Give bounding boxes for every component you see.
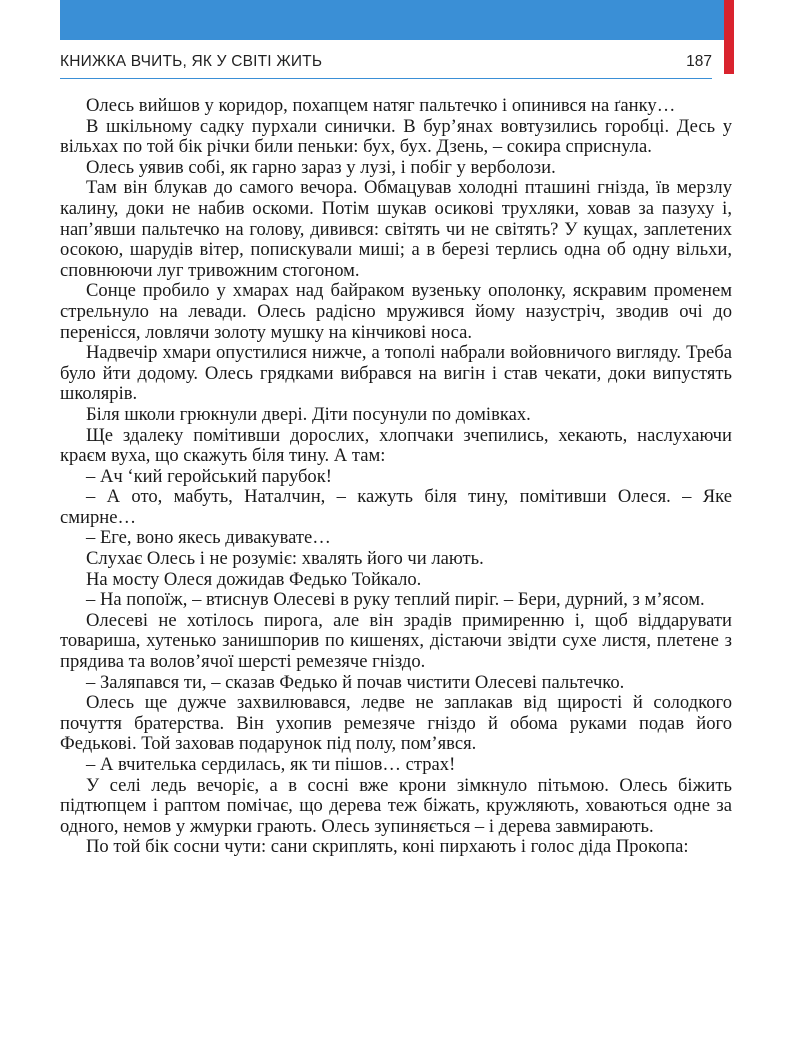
story-text: [60, 96, 732, 858]
paragraph: Біля школи грюкнули двері. Діти посунули по домівках.: [86, 403, 531, 425]
red-accent-bar: [724, 0, 734, 74]
header-color-band: [60, 0, 724, 40]
dialogue-line: – На попоїж, – втиснув Олесеві в руку теплий пиріг. – Бери, дурний, з м’ясом.: [86, 589, 705, 611]
paragraph: Сонце пробило у хмарах над байраком вузеньку ополонку, яскравим променем стрельнуло на левади. Олесь радісно мружився йому назустріч, зводив очі до перенісся, ловлячи золоту мушку на кінчикові носа.: [60, 280, 732, 343]
paragraph: В шкільному садку пурхали синички. В бур’янах вовтузились горобці. Десь у вільхах по той бік річки били пеньки: бух, бух. Дзень, – сокира сприснула.: [60, 115, 732, 158]
paragraph: Олесеві не хотілось пирога, але він зрадів примиренню і, щоб віддарувати товариша, хутенько занишпорив по кишенях, дістаючи звідти сухе листя, плетене з прядива та волов’ячої шерсті ремезяче гніздо.: [60, 609, 732, 673]
dialogue-line: – А вчителька сердилась, як ти пішов… страх!: [86, 754, 456, 775]
dialogue-line: – Еге, воно якесь дивакувате…: [86, 527, 331, 549]
paragraph: Надвечір хмари опустилися нижче, а тополі набрали войовничого вигляду. Треба було йти додому. Олесь грядками вибрався на вигін і став чекати, доки випустять школярів.: [60, 342, 732, 405]
paragraph: Олесь уявив собі, як гарно зараз у лузі, і побіг у верболози.: [86, 156, 556, 178]
running-header: [60, 44, 712, 79]
dialogue-line: – А ото, мабуть, Наталчин, – кажуть біля тину, помітивши Олеся. – Яке смирне…: [60, 486, 732, 528]
paragraph: Там він блукав до самого вечора. Обмацував холодні пташині гнізда, їв мерзлу калину, доки не набив оскоми. Потім шукав осикові трухляки, ховав за пазуху і, нап’явши пальтечко на голову, дивився: світять чи не світять? У кущах, заплетених осокою, шарудів вітер, попискували миші; а в березі терлись одна об одну вільхи, сповнюючи луг тривожним стогоном.: [60, 177, 732, 281]
running-header-title: КНИЖКА ВЧИТЬ, ЯК У СВІТІ ЖИТЬ: [60, 53, 323, 70]
paragraph: Олесь ще дужче захвилювався, ледве не заплакав від щирості й солодкого почуття братерства. Він ухопив ремезяче гніздо й обома руками подав його Федькові. Той заховав подарунок під полу, пом’явся.: [60, 692, 732, 755]
paragraph: У селі ледь вечоріє, а в сосні вже крони зімкнуло пітьмою. Олесь біжить підтюпцем і раптом помічає, що дерева теж біжать, кружляють, ховаються одне за одного, немов у жмурки грають. Олесь зупиняється – і дерева завмирають.: [60, 774, 732, 837]
paragraph: По той бік сосни чути: сани скриплять, коні пирхають і голос діда Прокопа:: [86, 836, 689, 858]
paragraph: На мосту Олеся дожидав Федько Тойкало.: [86, 568, 422, 590]
paragraph: Ще здалеку помітивши дорослих, хлопчаки зчепились, хекають, наслухаючи краєм вуха, що скажуть біля тину. А там:: [60, 424, 732, 467]
page-number: 187: [686, 53, 712, 70]
paragraph: Слухає Олесь і не розуміє: хвалять його чи лають.: [86, 548, 484, 570]
paragraph: Олесь вийшов у коридор, похапцем натяг пальтечко і опинився на ґанку…: [86, 95, 676, 116]
dialogue-line: – Заляпався ти, – сказав Федько й почав чистити Олесеві пальтечко.: [86, 671, 625, 693]
dialogue-line: – Ач ‘кий геройський парубок!: [86, 465, 332, 487]
